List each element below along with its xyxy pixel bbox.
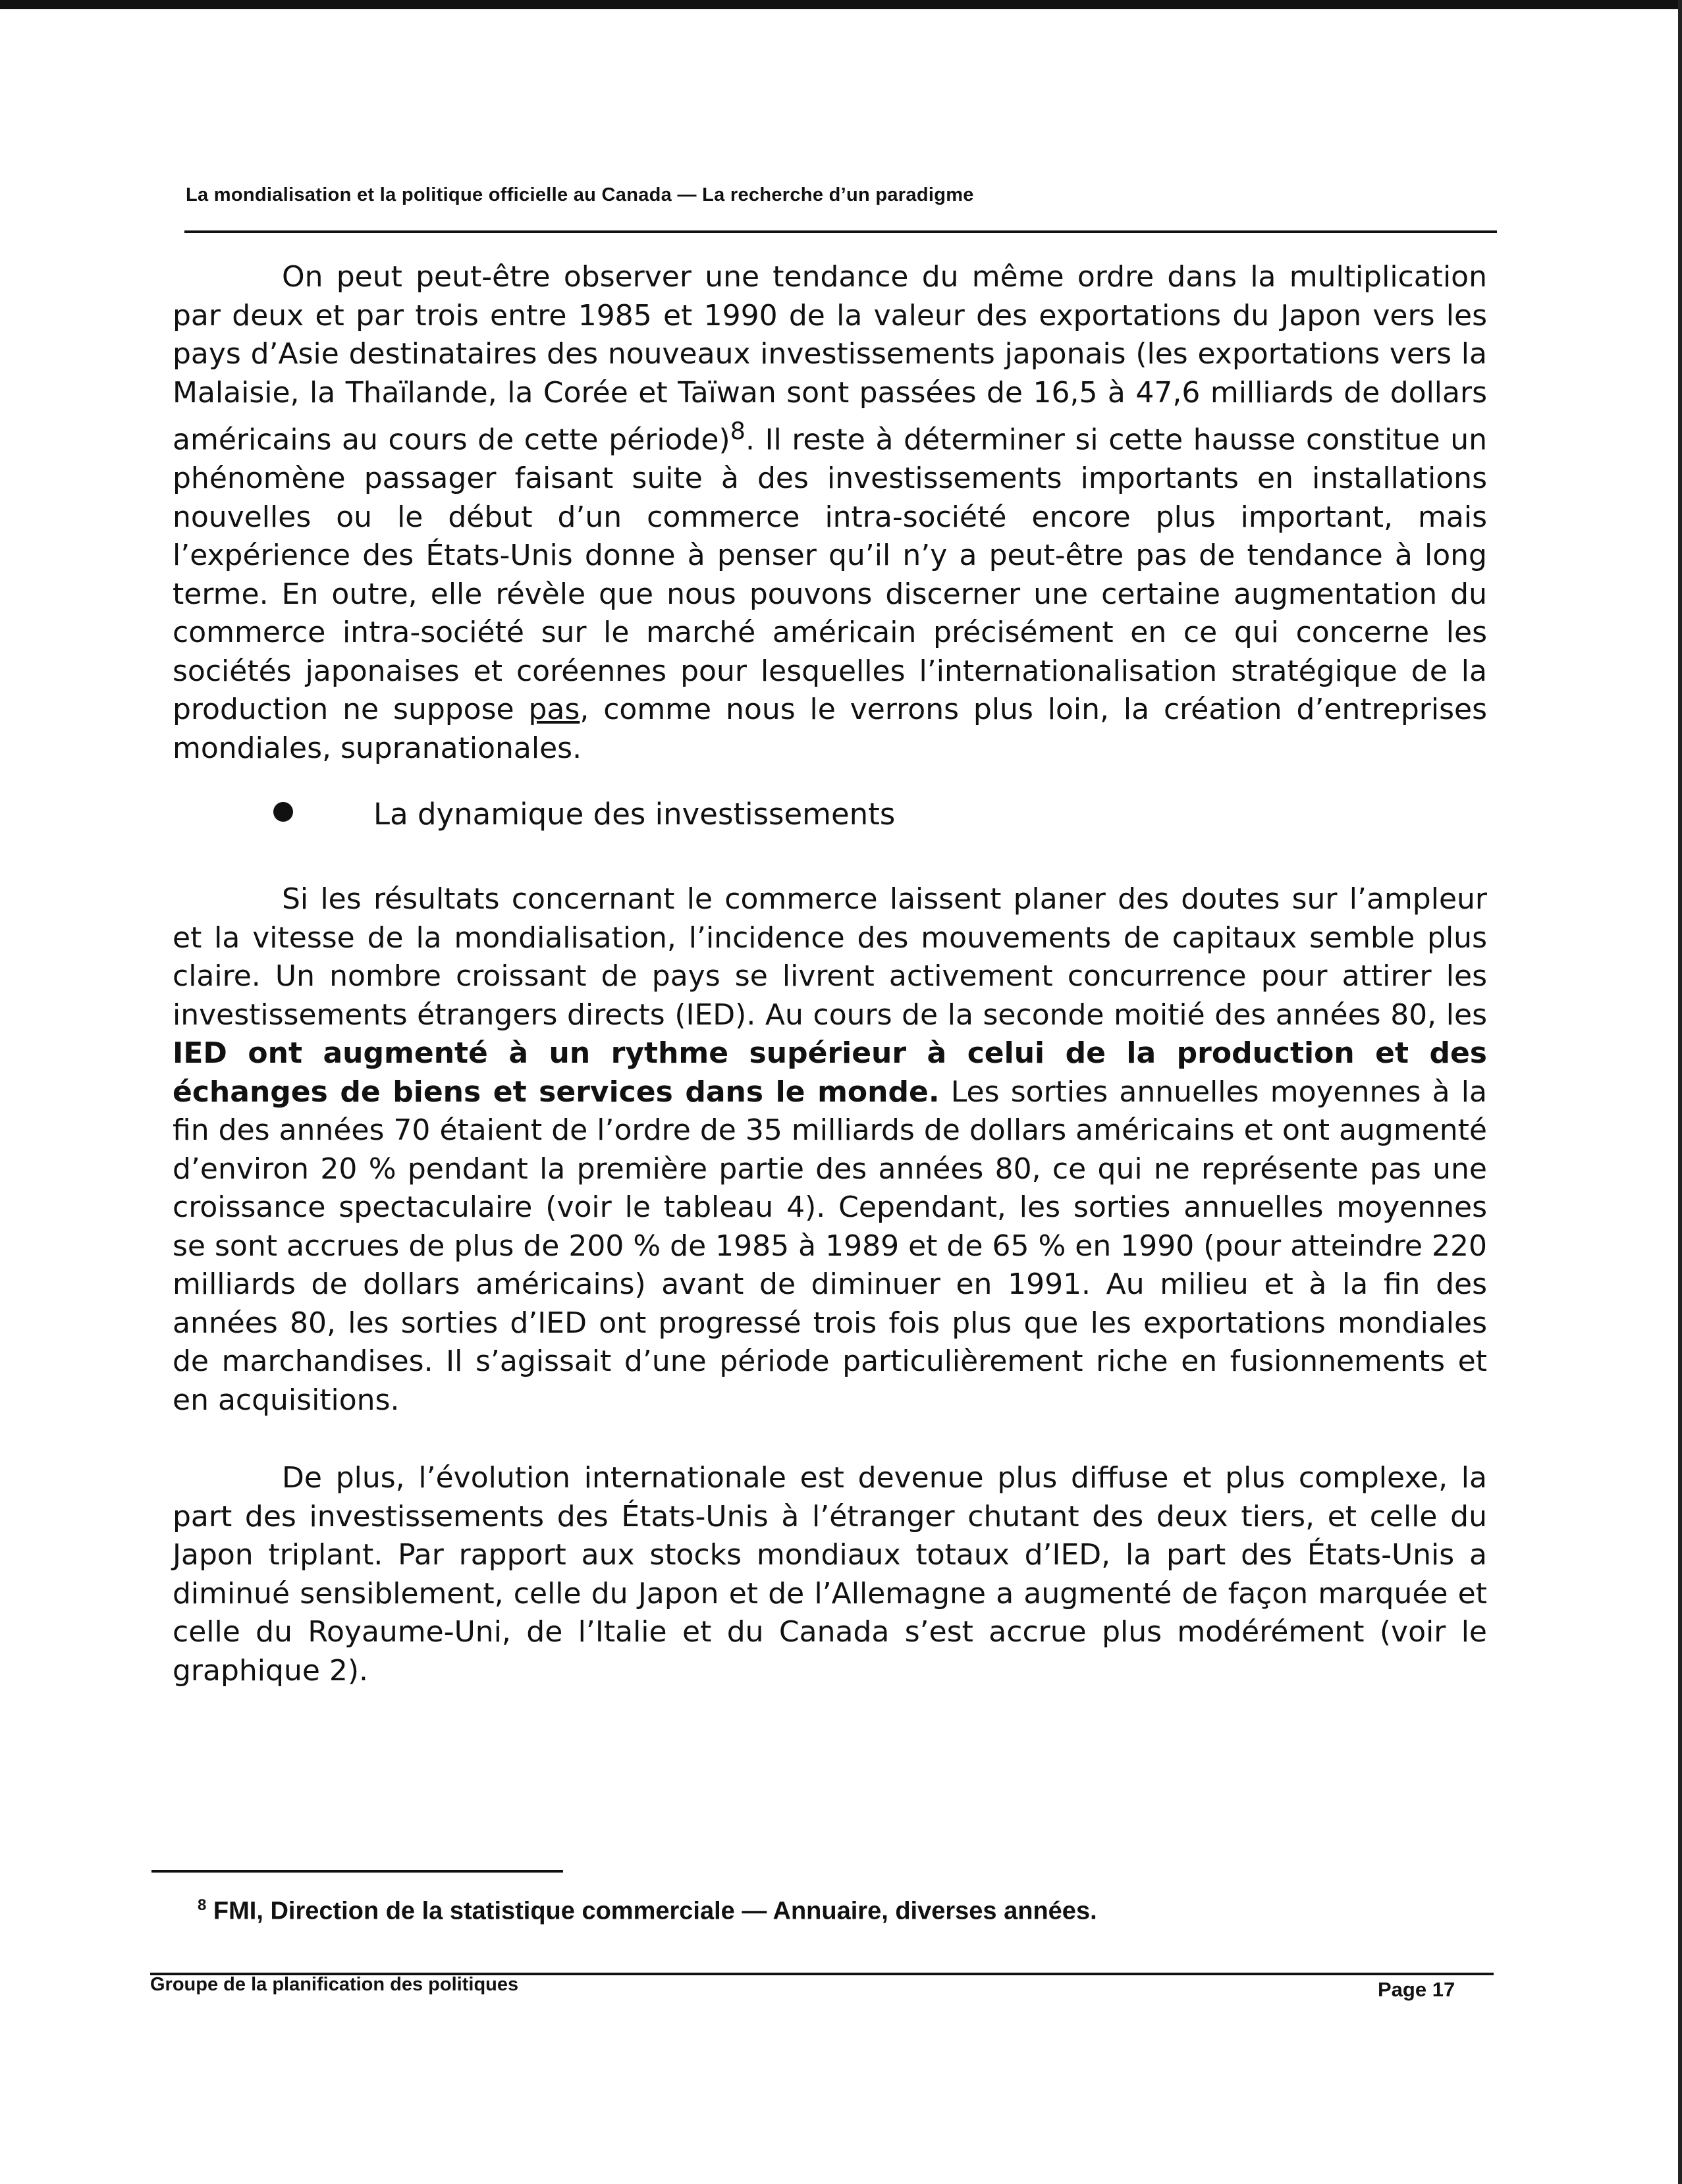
paragraph-1-text-b: . Il reste à déterminer si cette hausse constitue un phénomène passager faisant suite à des investissements importants en installations nouvelles ou le début d’un commerce intra-société encore plus important, mais l’expérience des États-Unis donne à penser qu’il n’y a peut-être pas de tendance à long terme. En outre, elle révèle que nous pouvons discerner une certaine augmentation du commerce intra-société sur le marché américain précisément en ce qui concerne les sociétés japonaises et coréennes pour lesquelles l’internationalisation stratégique de la production ne suppose <box>173 423 1487 727</box>
paragraph-1-text-a: On peut peut-être observer une tendance du même ordre dans la multiplication par deux et par trois entre 1985 et 1990 de la valeur des exportations du Japon vers les pays d’Asie destinataires des nouveaux investissements japonais (les exportations vers la Malaisie, la Thaïlande, la Corée et Taïwan sont passées de 16,5 à 47,6 milliards de dollars américains au cours de cette période) <box>173 260 1487 457</box>
footnote-rule <box>151 1870 563 1873</box>
footnote-marker: 8 <box>198 1896 207 1914</box>
underlined-word: pas <box>528 693 580 727</box>
header-rule <box>184 230 1497 233</box>
footnote-reference: 8 <box>730 417 746 445</box>
scan-top-edge <box>0 0 1682 9</box>
paragraph-2-text-a: Si les résultats concernant le commerce laissent planer des doutes sur l’ampleur et la vitesse de la mondialisation, l’incidence des mouvements de capitaux semble plus claire. Un nombre croissant de pays se livrent activement concurrence pour attirer les investissements étrangers directs (IED). Au cours de la seconde moitié des années 80, les <box>173 882 1487 1032</box>
paragraph-3 <box>173 1459 1487 1690</box>
page-number: Page 17 <box>1378 1978 1455 2001</box>
footer-organization: Groupe de la planification des politiques <box>150 1974 519 1995</box>
footnote <box>198 1896 1449 1926</box>
section-heading: La dynamique des investissements <box>373 797 896 832</box>
paragraph-3-text: De plus, l’évolution internationale est devenue plus diffuse et plus complexe, la part des investissements des États-Unis à l’étranger chutant des deux tiers, et celle du Japon triplant. Par rapport aux stocks mondiaux totaux d’IED, la part des États-Unis a diminué sensiblement, celle du Japon et de l’Allemagne a augmenté de façon marquée et celle du Royaume-Uni, de l’Italie et du Canada s’est accrue plus modérément (voir le graphique 2). <box>173 1461 1487 1688</box>
paragraph-2-bold: IED ont augmenté à un rythme supérieur à celui de la production et des échanges de biens et services dans le monde. <box>173 1036 1487 1109</box>
bullet-icon <box>273 802 293 822</box>
scan-right-edge <box>1678 0 1682 2184</box>
footnote-text: FMI, Direction de la statistique commerciale — Annuaire, diverses années. <box>213 1897 1097 1925</box>
paragraph-2-text-b: Les sorties annuelles moyennes à la fin des années 70 étaient de l’ordre de 35 milliards de dollars américains et ont augmenté d’environ 20 % pendant la première partie des années 80, ce qui ne représente pas une croissance spectaculaire (voir le tableau 4). Cependant, les sorties annuelles moyennes se sont accrues de plus de 200 % de 1985 à 1989 et de 65 % en 1990 (pour atteindre 220 milliards de dollars américains) avant de diminuer en 1991. Au milieu et à la fin des années 80, les sorties d’IED ont progressé trois fois plus que les exportations mondiales de marchandises. Il s’agissait d’une période particulièrement riche en fusionnements et en acquisitions. <box>173 1075 1487 1417</box>
paragraph-2 <box>173 880 1487 1420</box>
running-header: La mondialisation et la politique officielle au Canada — La recherche d’un paradigme <box>186 184 974 205</box>
paragraph-1 <box>173 258 1487 768</box>
paragraph-1-text-c: , comme nous le verrons plus loin, la création d’entreprises mondiales, supranationales. <box>173 693 1487 765</box>
